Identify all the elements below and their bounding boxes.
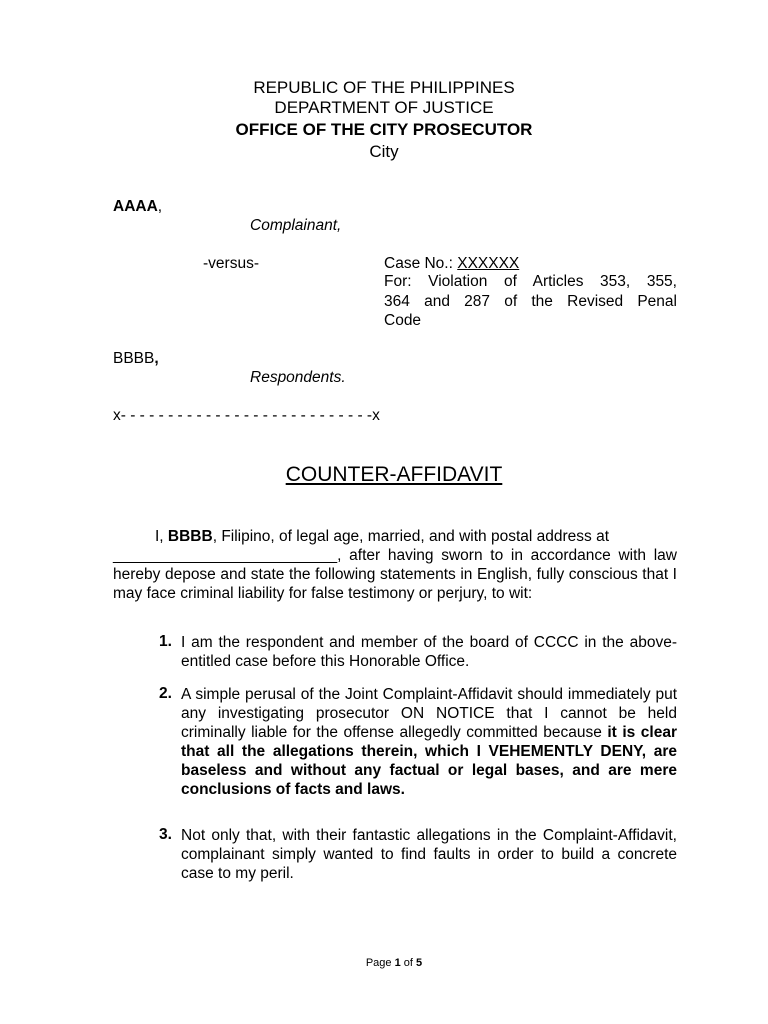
intro-text-start: I, — [155, 528, 168, 545]
case-number — [384, 255, 519, 273]
header-city: City — [369, 142, 399, 161]
complainant-name: AAAA — [113, 198, 158, 215]
intro-text-address: , Filipino, of legal age, married, and with postal address at — [212, 528, 610, 545]
header-department: DEPARTMENT OF JUSTICE — [274, 98, 494, 117]
page-footer — [0, 957, 768, 969]
page-of: of — [400, 957, 417, 969]
intro-affiant-name: BBBB — [167, 528, 213, 545]
respondent-name-line — [113, 350, 159, 368]
complainant-comma: , — [157, 198, 163, 215]
item-number-3: 3. — [159, 826, 172, 843]
intro-first-line — [113, 527, 677, 546]
page-current: 1 — [394, 957, 401, 969]
page-label: Page — [365, 957, 395, 969]
address-blank: __________________________ — [113, 547, 338, 564]
complainant-name-line — [113, 198, 162, 216]
intro-text-rest: , after having sworn to in accordance with law hereby depose and state the following statements in English, fully conscious that I may face criminal liability for false testimony or perjury, to wit: — [113, 547, 677, 602]
respondent-role: Respondents. — [250, 369, 346, 386]
item-number-2: 2. — [159, 685, 172, 702]
case-number-value: XXXXXX — [457, 255, 520, 272]
intro-rest — [113, 546, 677, 603]
document-title: COUNTER-AFFIDAVIT — [285, 463, 503, 486]
case-number-label: Case No.: — [384, 255, 458, 272]
page-total: 5 — [416, 957, 423, 969]
case-for-line3: Code — [384, 312, 422, 329]
case-for-line2: 364 and 287 of the Revised Penal — [384, 293, 677, 310]
item-text-3: Not only that, with their fantastic allegations in the Complaint-Affidavit, complainant simply wanted to find faults in order to build a concrete case to my peril. — [181, 827, 677, 882]
item-text-2-bold: it is clear that all the allegations therein, which I VEHEMENTLY DENY, are baseless and without any factual or legal bases, and are mere conclusions of facts and laws. — [181, 724, 677, 798]
complainant-role: Complainant, — [250, 217, 342, 234]
header-office: OFFICE OF THE CITY PROSECUTOR — [235, 120, 533, 139]
respondent-name: BBBB — [113, 350, 155, 367]
versus-label: -versus- — [203, 255, 259, 272]
item-text-2-plain: A simple perusal of the Joint Complaint-Affidavit should immediately put any investigating prosecutor ON NOTICE that I cannot be held criminally liable for the offense allegedly committed because — [181, 686, 677, 741]
case-for-line1: For: Violation of Articles 353, 355, — [384, 273, 677, 290]
intro-paragraph — [113, 527, 677, 603]
item-text-1: I am the respondent and member of the board of CCCC in the above-entitled case before this Honorable Office. — [181, 634, 677, 670]
header-republic: REPUBLIC OF THE PHILIPPINES — [253, 78, 515, 97]
item-text-2 — [181, 685, 677, 799]
caption-separator: x- - - - - - - - - - - - - - - - - - - - - - - - - - -x — [113, 407, 380, 424]
item-number-1: 1. — [159, 633, 172, 650]
respondent-comma: , — [154, 350, 159, 367]
